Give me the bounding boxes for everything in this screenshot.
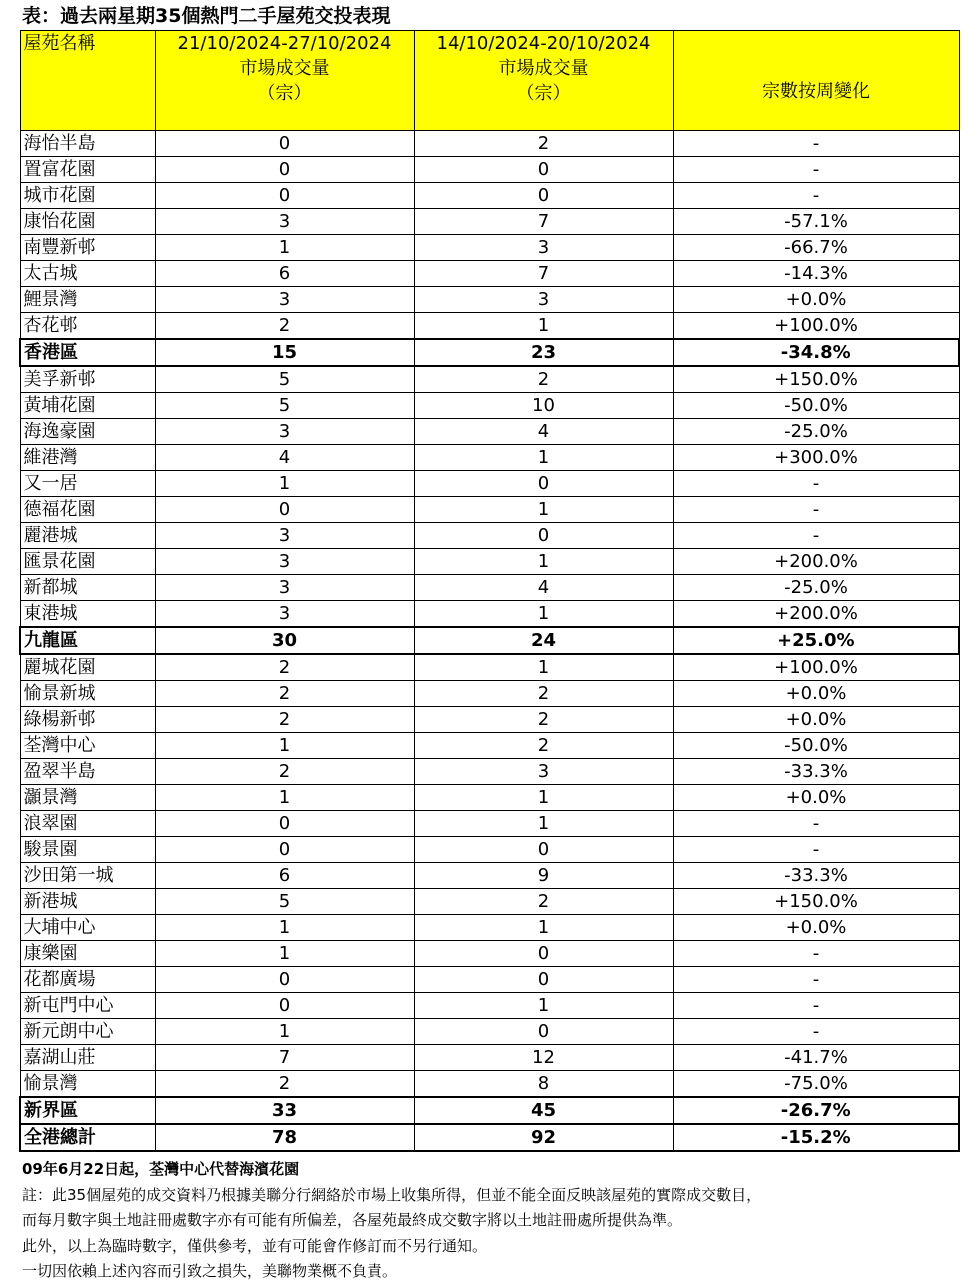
week1-volume-cell: 1	[155, 471, 414, 497]
estate-name-cell: 匯景花園	[20, 549, 155, 575]
weekly-change-cell: -75.0%	[673, 1071, 959, 1098]
estate-name-cell: 置富花園	[20, 157, 155, 183]
footnotes	[22, 1157, 962, 1285]
estate-name-cell: 新界區	[20, 1097, 155, 1124]
week1-volume-cell: 0	[155, 837, 414, 863]
weekly-change-cell: -25.0%	[673, 419, 959, 445]
estate-name-cell: 南豐新邨	[20, 235, 155, 261]
week1-volume-cell: 0	[155, 811, 414, 837]
estate-name-cell: 康樂園	[20, 941, 155, 967]
week1-volume-cell: 2	[155, 681, 414, 707]
table-row	[20, 1071, 959, 1098]
weekly-change-cell: -	[673, 497, 959, 523]
week2-volume-cell: 92	[414, 1124, 673, 1151]
estate-name-cell: 又一居	[20, 471, 155, 497]
week1-volume-cell: 1	[155, 235, 414, 261]
estate-name-cell: 麗城花園	[20, 654, 155, 681]
weekly-change-cell: +200.0%	[673, 601, 959, 628]
week1-volume-cell: 5	[155, 889, 414, 915]
table-row	[20, 157, 959, 183]
week2-volume-cell: 7	[414, 209, 673, 235]
week2-volume-cell: 1	[414, 785, 673, 811]
week2-volume-cell: 0	[414, 183, 673, 209]
weekly-change-cell: +0.0%	[673, 681, 959, 707]
estate-name-cell: 愉景灣	[20, 1071, 155, 1098]
estate-name-cell: 綠楊新邨	[20, 707, 155, 733]
header-week2-dates: 14/10/2024-20/10/2024	[436, 33, 651, 54]
table-row	[20, 209, 959, 235]
weekly-change-cell: +100.0%	[673, 313, 959, 340]
table-row	[20, 471, 959, 497]
table-row	[20, 393, 959, 419]
estate-name-cell: 九龍區	[20, 627, 155, 654]
subtotal-row	[20, 1097, 959, 1124]
week1-volume-cell: 1	[155, 1019, 414, 1045]
week1-volume-cell: 7	[155, 1045, 414, 1071]
table-row	[20, 1045, 959, 1071]
week1-volume-cell: 1	[155, 733, 414, 759]
week2-volume-cell: 1	[414, 313, 673, 340]
table-row	[20, 837, 959, 863]
table-row	[20, 863, 959, 889]
week1-volume-cell: 15	[155, 339, 414, 366]
week2-volume-cell: 0	[414, 837, 673, 863]
week2-volume-cell: 0	[414, 471, 673, 497]
week2-volume-cell: 45	[414, 1097, 673, 1124]
table-row	[20, 313, 959, 340]
estate-name-cell: 鯉景灣	[20, 287, 155, 313]
week2-volume-cell: 1	[414, 445, 673, 471]
weekly-change-cell: +100.0%	[673, 654, 959, 681]
week2-volume-cell: 1	[414, 915, 673, 941]
week2-volume-cell: 0	[414, 157, 673, 183]
estate-name-cell: 新屯門中心	[20, 993, 155, 1019]
estate-name-cell: 美孚新邨	[20, 366, 155, 393]
weekly-change-cell: +0.0%	[673, 785, 959, 811]
week1-volume-cell: 6	[155, 261, 414, 287]
week1-volume-cell: 6	[155, 863, 414, 889]
estate-name-cell: 灝景灣	[20, 785, 155, 811]
weekly-change-cell: -25.0%	[673, 575, 959, 601]
week1-volume-cell: 0	[155, 497, 414, 523]
table-row	[20, 654, 959, 681]
weekly-change-cell: -34.8%	[673, 339, 959, 366]
header-week1-dates: 21/10/2024-27/10/2024	[177, 33, 392, 54]
weekly-change-cell: -14.3%	[673, 261, 959, 287]
weekly-change-cell: -	[673, 837, 959, 863]
footnote-heading: 09年6月22日起，荃灣中心代替海濱花園	[22, 1160, 300, 1178]
week1-volume-cell: 0	[155, 993, 414, 1019]
table-row	[20, 549, 959, 575]
week2-volume-cell: 4	[414, 419, 673, 445]
week1-volume-cell: 1	[155, 941, 414, 967]
table-row	[20, 366, 959, 393]
week2-volume-cell: 3	[414, 287, 673, 313]
weekly-change-cell: -66.7%	[673, 235, 959, 261]
table-body	[20, 131, 959, 1152]
week2-volume-cell: 2	[414, 366, 673, 393]
week2-volume-cell: 7	[414, 261, 673, 287]
week2-volume-cell: 2	[414, 131, 673, 157]
table-row	[20, 497, 959, 523]
subtotal-row	[20, 627, 959, 654]
weekly-change-cell: -	[673, 993, 959, 1019]
week2-volume-cell: 0	[414, 967, 673, 993]
weekly-change-cell: -	[673, 941, 959, 967]
weekly-change-cell: -26.7%	[673, 1097, 959, 1124]
week1-volume-cell: 2	[155, 759, 414, 785]
weekly-change-cell: -57.1%	[673, 209, 959, 235]
table-row	[20, 131, 959, 157]
table-row	[20, 993, 959, 1019]
estate-name-cell: 太古城	[20, 261, 155, 287]
weekly-change-cell: -	[673, 811, 959, 837]
week1-volume-cell: 5	[155, 393, 414, 419]
estate-name-cell: 荃灣中心	[20, 733, 155, 759]
table-row	[20, 235, 959, 261]
weekly-change-cell: -	[673, 967, 959, 993]
table-row	[20, 1019, 959, 1045]
week1-volume-cell: 0	[155, 157, 414, 183]
estate-name-cell: 大埔中心	[20, 915, 155, 941]
estate-name-cell: 康怡花園	[20, 209, 155, 235]
week1-volume-cell: 0	[155, 183, 414, 209]
estate-name-cell: 海怡半島	[20, 131, 155, 157]
table-row	[20, 445, 959, 471]
week1-volume-cell: 0	[155, 131, 414, 157]
week2-volume-cell: 9	[414, 863, 673, 889]
estate-name-cell: 海逸豪園	[20, 419, 155, 445]
page-title: 表：過去兩星期35個熱門二手屋苑交投表現	[22, 5, 391, 27]
weekly-change-cell: -50.0%	[673, 733, 959, 759]
estate-name-cell: 全港總計	[20, 1124, 155, 1151]
week1-volume-cell: 33	[155, 1097, 414, 1124]
estate-name-cell: 花都廣場	[20, 967, 155, 993]
table-header-row	[20, 31, 959, 131]
table-row	[20, 915, 959, 941]
header-week1	[155, 31, 414, 131]
weekly-change-cell: +0.0%	[673, 707, 959, 733]
week1-volume-cell: 3	[155, 575, 414, 601]
week1-volume-cell: 2	[155, 1071, 414, 1098]
weekly-change-cell: -	[673, 1019, 959, 1045]
week2-volume-cell: 1	[414, 497, 673, 523]
table-row	[20, 733, 959, 759]
estate-name-cell: 東港城	[20, 601, 155, 628]
footnote-line: 此外，以上為臨時數字，僅供參考，並有可能會作修訂而不另行通知。	[22, 1236, 488, 1255]
estate-name-cell: 浪翠園	[20, 811, 155, 837]
header-weekly-change: 宗數按周變化	[673, 31, 959, 131]
week2-volume-cell: 1	[414, 654, 673, 681]
weekly-change-cell: +200.0%	[673, 549, 959, 575]
weekly-change-cell: -41.7%	[673, 1045, 959, 1071]
header-week2	[414, 31, 673, 131]
week2-volume-cell: 2	[414, 681, 673, 707]
header-week2-unit: （宗）	[516, 83, 571, 104]
weekly-change-cell: -15.2%	[673, 1124, 959, 1151]
weekly-change-cell: +0.0%	[673, 915, 959, 941]
estate-name-cell: 德福花園	[20, 497, 155, 523]
estate-name-cell: 新都城	[20, 575, 155, 601]
weekly-change-cell: -33.3%	[673, 863, 959, 889]
table-row	[20, 523, 959, 549]
header-estate-name: 屋苑名稱	[20, 31, 155, 131]
weekly-change-cell: -	[673, 523, 959, 549]
estate-name-cell: 新元朗中心	[20, 1019, 155, 1045]
estate-name-cell: 維港灣	[20, 445, 155, 471]
estate-name-cell: 黃埔花園	[20, 393, 155, 419]
table-row	[20, 287, 959, 313]
estate-name-cell: 杏花邨	[20, 313, 155, 340]
week2-volume-cell: 10	[414, 393, 673, 419]
table-row	[20, 261, 959, 287]
weekly-change-cell: -	[673, 131, 959, 157]
table-row	[20, 889, 959, 915]
week1-volume-cell: 30	[155, 627, 414, 654]
weekly-change-cell: -	[673, 471, 959, 497]
weekly-change-cell: +25.0%	[673, 627, 959, 654]
header-week1-label: 市場成交量	[239, 58, 330, 79]
estate-name-cell: 駿景園	[20, 837, 155, 863]
week1-volume-cell: 3	[155, 287, 414, 313]
table-row	[20, 575, 959, 601]
weekly-change-cell: -50.0%	[673, 393, 959, 419]
week2-volume-cell: 12	[414, 1045, 673, 1071]
transactions-table	[19, 30, 960, 1152]
table-row	[20, 811, 959, 837]
week2-volume-cell: 8	[414, 1071, 673, 1098]
week2-volume-cell: 2	[414, 707, 673, 733]
week2-volume-cell: 1	[414, 811, 673, 837]
estate-name-cell: 愉景新城	[20, 681, 155, 707]
week2-volume-cell: 3	[414, 759, 673, 785]
weekly-change-cell: +150.0%	[673, 889, 959, 915]
subtotal-row	[20, 339, 959, 366]
week1-volume-cell: 3	[155, 523, 414, 549]
week2-volume-cell: 23	[414, 339, 673, 366]
week2-volume-cell: 2	[414, 733, 673, 759]
week1-volume-cell: 5	[155, 366, 414, 393]
table-row	[20, 601, 959, 628]
table-row	[20, 941, 959, 967]
footnote-line: 而每月數字與土地註冊處數字亦有可能有所偏差，各屋苑最終成交數字將以土地註冊處所提供為準。	[22, 1211, 683, 1229]
week2-volume-cell: 0	[414, 1019, 673, 1045]
week2-volume-cell: 24	[414, 627, 673, 654]
week1-volume-cell: 3	[155, 209, 414, 235]
table-row	[20, 785, 959, 811]
estate-name-cell: 城市花園	[20, 183, 155, 209]
week2-volume-cell: 4	[414, 575, 673, 601]
weekly-change-cell: -	[673, 157, 959, 183]
estate-name-cell: 香港區	[20, 339, 155, 366]
estate-name-cell: 麗港城	[20, 523, 155, 549]
week1-volume-cell: 1	[155, 915, 414, 941]
footnote-line: 註：此35個屋苑的成交資料乃根據美聯分行網絡於市場上收集所得，但並不能全面反映該屋苑的實際成交數目，	[22, 1185, 762, 1204]
estate-name-cell: 沙田第一城	[20, 863, 155, 889]
weekly-change-cell: +0.0%	[673, 287, 959, 313]
week2-volume-cell: 1	[414, 993, 673, 1019]
estate-name-cell: 盈翠半島	[20, 759, 155, 785]
week1-volume-cell: 0	[155, 967, 414, 993]
week2-volume-cell: 1	[414, 549, 673, 575]
weekly-change-cell: +150.0%	[673, 366, 959, 393]
table-row	[20, 681, 959, 707]
subtotal-row	[20, 1124, 959, 1151]
estate-name-cell: 嘉湖山莊	[20, 1045, 155, 1071]
week1-volume-cell: 4	[155, 445, 414, 471]
week1-volume-cell: 3	[155, 419, 414, 445]
week2-volume-cell: 1	[414, 601, 673, 628]
table-row	[20, 419, 959, 445]
week1-volume-cell: 2	[155, 313, 414, 340]
table-row	[20, 759, 959, 785]
week1-volume-cell: 3	[155, 549, 414, 575]
week1-volume-cell: 3	[155, 601, 414, 628]
week1-volume-cell: 1	[155, 785, 414, 811]
table-row	[20, 967, 959, 993]
week1-volume-cell: 2	[155, 707, 414, 733]
weekly-change-cell: +300.0%	[673, 445, 959, 471]
weekly-change-cell: -33.3%	[673, 759, 959, 785]
header-week1-unit: （宗）	[257, 83, 312, 104]
week1-volume-cell: 2	[155, 654, 414, 681]
table-row	[20, 183, 959, 209]
estate-name-cell: 新港城	[20, 889, 155, 915]
weekly-change-cell: -	[673, 183, 959, 209]
footnote-line: 一切因依賴上述內容而引致之損失，美聯物業概不負責。	[22, 1262, 398, 1280]
week1-volume-cell: 78	[155, 1124, 414, 1151]
header-week2-label: 市場成交量	[498, 58, 589, 79]
table-row	[20, 707, 959, 733]
week2-volume-cell: 0	[414, 941, 673, 967]
week2-volume-cell: 3	[414, 235, 673, 261]
week2-volume-cell: 0	[414, 523, 673, 549]
week2-volume-cell: 2	[414, 889, 673, 915]
